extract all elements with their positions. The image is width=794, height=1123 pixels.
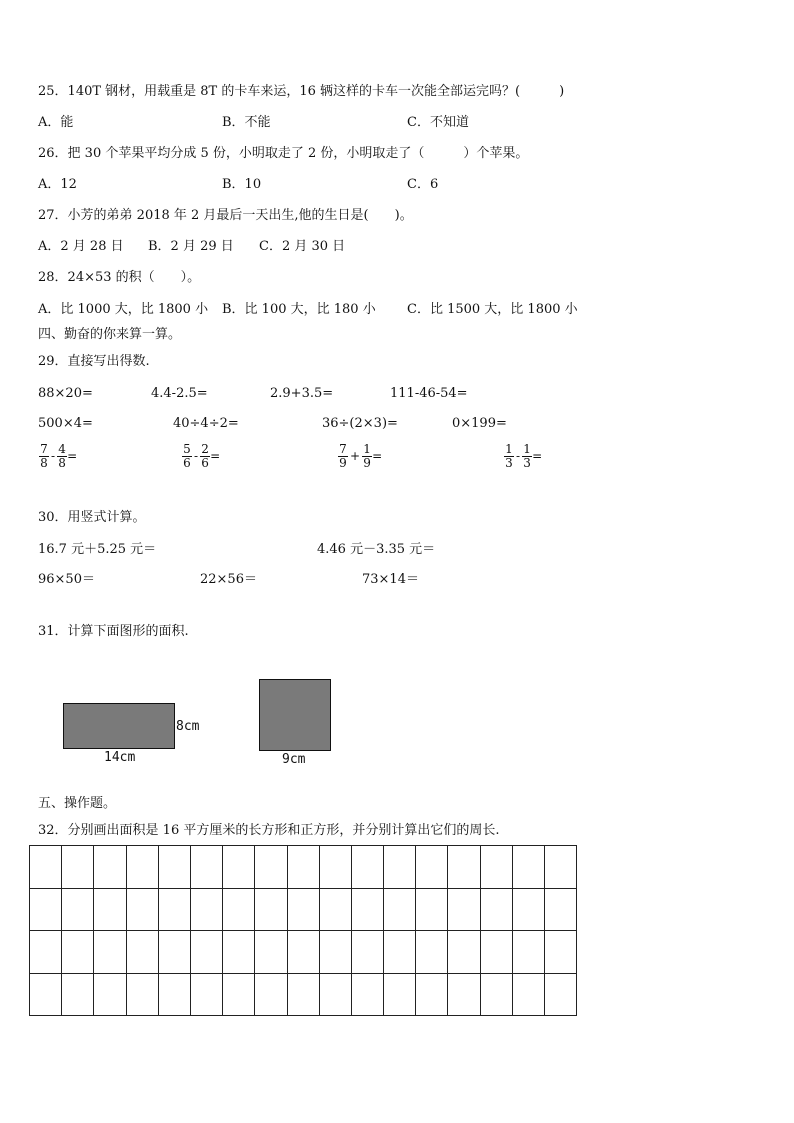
grid-cell[interactable] (416, 931, 448, 974)
grid-cell[interactable] (287, 973, 319, 1016)
grid-cell[interactable] (448, 846, 480, 889)
square-side-label: 9cm (282, 752, 306, 767)
fraction-expression (504, 443, 542, 470)
numerator: 1 (523, 442, 531, 456)
q29-item: 111-46-54= (390, 386, 468, 401)
denominator: 9 (339, 456, 347, 470)
grid-cell[interactable] (545, 888, 577, 931)
grid-cell[interactable] (384, 931, 416, 974)
grid-cell[interactable] (416, 973, 448, 1016)
grid-cell[interactable] (384, 888, 416, 931)
grid-cell[interactable] (158, 931, 190, 974)
grid-cell[interactable] (223, 846, 255, 889)
grid-cell[interactable] (287, 931, 319, 974)
grid-cell[interactable] (319, 846, 351, 889)
grid-cell[interactable] (545, 931, 577, 974)
grid-cell[interactable] (351, 931, 383, 974)
grid-cell[interactable] (158, 846, 190, 889)
grid-cell[interactable] (62, 973, 94, 1016)
grid-cell[interactable] (255, 973, 287, 1016)
grid-cell[interactable] (62, 846, 94, 889)
q32-stem: 32．分别画出面积是 16 平方厘米的长方形和正方形，并分别计算出它们的周长. (38, 823, 500, 838)
q26-stem: 26．把 30 个苹果平均分成 5 份，小明取走了 2 份，小明取走了（ ）个苹果。 (38, 146, 529, 161)
q27-option-c[interactable]: C．2 月 30 日 (259, 239, 346, 254)
q25-option-a[interactable]: A．能 (38, 115, 74, 130)
denominator: 8 (40, 456, 48, 470)
grid-cell[interactable] (545, 846, 577, 889)
fraction (522, 443, 532, 470)
fraction (182, 443, 192, 470)
grid-cell[interactable] (351, 888, 383, 931)
grid-cell[interactable] (190, 931, 222, 974)
q26-option-c[interactable]: C．6 (407, 177, 439, 192)
numerator: 5 (183, 442, 191, 456)
q27-stem: 27．小芳的弟弟 2018 年 2 月最后一天出生,他的生日是( )。 (38, 208, 413, 223)
grid-cell[interactable] (416, 888, 448, 931)
operator: - (51, 449, 56, 463)
q26-option-b[interactable]: B．10 (222, 177, 262, 192)
grid-cell[interactable] (545, 973, 577, 1016)
q30-item: 16.7 元＋5.25 元＝ (38, 542, 157, 557)
grid-cell[interactable] (62, 888, 94, 931)
denominator: 3 (523, 456, 531, 470)
grid-cell[interactable] (512, 973, 544, 1016)
grid-cell[interactable] (384, 973, 416, 1016)
grid-cell[interactable] (126, 888, 158, 931)
grid-cell[interactable] (158, 973, 190, 1016)
q30-item: 22×56＝ (200, 572, 257, 587)
rectangle-height-label: 8cm (176, 719, 200, 734)
numerator: 1 (363, 442, 371, 456)
grid-cell[interactable] (223, 888, 255, 931)
numerator: 1 (505, 442, 513, 456)
q30-item: 73×14＝ (362, 572, 419, 587)
grid-cell[interactable] (319, 888, 351, 931)
fraction (504, 443, 514, 470)
grid-cell[interactable] (448, 973, 480, 1016)
grid-cell[interactable] (287, 846, 319, 889)
grid-cell[interactable] (62, 931, 94, 974)
grid-cell[interactable] (190, 973, 222, 1016)
grid-cell[interactable] (255, 846, 287, 889)
numerator: 7 (339, 442, 347, 456)
numerator: 7 (40, 442, 48, 456)
rectangle-shape (63, 703, 175, 749)
rectangle-width-label: 14cm (104, 750, 136, 765)
grid-cell[interactable] (158, 888, 190, 931)
grid-cell[interactable] (94, 931, 126, 974)
q29-item: 40÷4÷2= (173, 416, 239, 431)
fraction-expression (39, 443, 77, 470)
denominator: 6 (183, 456, 191, 470)
fraction-expression (182, 443, 220, 470)
denominator: 6 (201, 456, 209, 470)
grid-cell[interactable] (319, 973, 351, 1016)
grid-cell[interactable] (255, 931, 287, 974)
q29-stem: 29．直接写出得数. (38, 354, 150, 369)
grid-cell[interactable] (30, 931, 62, 974)
q30-stem: 30．用竖式计算。 (38, 510, 146, 525)
q27-option-a[interactable]: A．2 月 28 日 (38, 239, 124, 254)
fraction (200, 443, 210, 470)
q30-item: 4.46 元－3.35 元＝ (317, 542, 436, 557)
operator: + (350, 449, 361, 463)
q29-item: 36÷(2×3)= (322, 416, 398, 431)
q29-item: 500×4= (38, 416, 93, 431)
q29-item: 0×199= (452, 416, 507, 431)
operator: - (516, 449, 521, 463)
fraction-expression (338, 443, 382, 470)
grid-cell[interactable] (287, 888, 319, 931)
square-shape (259, 679, 331, 751)
equals-sign: = (210, 449, 221, 463)
grid-cell[interactable] (512, 846, 544, 889)
grid-cell[interactable] (384, 846, 416, 889)
grid-cell[interactable] (30, 888, 62, 931)
q29-item: 4.4-2.5= (151, 386, 208, 401)
equals-sign: = (67, 449, 78, 463)
q28-option-a[interactable]: A．比 1000 大，比 1800 小 (38, 302, 209, 317)
denominator: 8 (58, 456, 66, 470)
grid-cell[interactable] (448, 931, 480, 974)
grid-cell[interactable] (480, 931, 512, 974)
grid-cell[interactable] (30, 846, 62, 889)
grid-cell[interactable] (512, 931, 544, 974)
grid-cell[interactable] (223, 973, 255, 1016)
q30-item: 96×50＝ (38, 572, 95, 587)
q29-item: 88×20= (38, 386, 93, 401)
grid-cell[interactable] (94, 973, 126, 1016)
grid-cell[interactable] (190, 888, 222, 931)
q28-stem: 28．24×53 的积（ ）。 (38, 270, 201, 285)
grid-cell[interactable] (126, 931, 158, 974)
operator: - (194, 449, 199, 463)
grid-cell[interactable] (480, 973, 512, 1016)
equals-sign: = (532, 449, 543, 463)
numerator: 4 (58, 442, 66, 456)
q28-option-c[interactable]: C．比 1500 大，比 1800 小 (407, 302, 578, 317)
q25-option-c[interactable]: C．不知道 (407, 115, 469, 130)
section5-title: 五、操作题。 (38, 796, 117, 811)
equals-sign: = (372, 449, 383, 463)
grid-cell[interactable] (94, 888, 126, 931)
grid-cell[interactable] (126, 973, 158, 1016)
grid-row (30, 888, 577, 931)
q28-option-b[interactable]: B．比 100 大，比 180 小 (222, 302, 376, 317)
grid-cell[interactable] (190, 846, 222, 889)
q25-stem: 25．140T 钢材，用载重是 8T 的卡车来运，16 辆这样的卡车一次能全部运完吗？( ) (38, 84, 565, 99)
grid-cell[interactable] (351, 846, 383, 889)
grid-cell[interactable] (480, 888, 512, 931)
q31-stem: 31．计算下面图形的面积. (38, 624, 189, 639)
grid-row (30, 931, 577, 974)
denominator: 3 (505, 456, 513, 470)
fraction (338, 443, 348, 470)
denominator: 9 (363, 456, 371, 470)
q25-option-b[interactable]: B．不能 (222, 115, 271, 130)
numerator: 2 (201, 442, 209, 456)
section4-title: 四、勤奋的你来算一算。 (38, 327, 182, 342)
fraction (39, 443, 49, 470)
grid-cell[interactable] (319, 931, 351, 974)
q29-item: 2.9+3.5= (270, 386, 334, 401)
grid-row (30, 973, 577, 1016)
grid-cell[interactable] (416, 846, 448, 889)
grid-cell[interactable] (94, 846, 126, 889)
grid-cell[interactable] (126, 846, 158, 889)
grid-cell[interactable] (223, 931, 255, 974)
grid-cell[interactable] (30, 973, 62, 1016)
grid-cell[interactable] (448, 888, 480, 931)
q27-option-b[interactable]: B．2 月 29 日 (148, 239, 234, 254)
grid-cell[interactable] (255, 888, 287, 931)
grid-cell[interactable] (480, 846, 512, 889)
drawing-grid[interactable] (29, 845, 577, 1016)
grid-cell[interactable] (512, 888, 544, 931)
q26-option-a[interactable]: A．12 (38, 177, 77, 192)
grid-row (30, 846, 577, 889)
fraction (57, 443, 67, 470)
grid-cell[interactable] (351, 973, 383, 1016)
fraction (362, 443, 372, 470)
